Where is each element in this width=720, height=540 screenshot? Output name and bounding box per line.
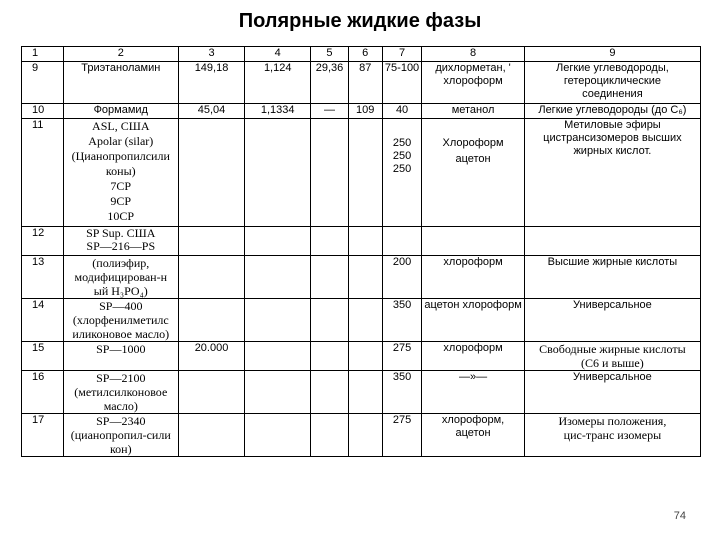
cell-line: дихлорметан, ' [435,62,511,74]
application-cell [524,371,700,414]
header-cell: 7 [382,47,422,62]
cell-line: (Цианопропилсили [71,149,170,163]
density-cell: 1,1334 [245,104,311,119]
cell-line: цис-транс изомеры [563,428,662,442]
header-cell: 4 [245,47,311,62]
max-temp-cell [382,119,422,227]
col5-cell: 29,36 [311,62,348,104]
page-title: Полярные жидкие фазы [238,10,482,32]
phase-name-cell [63,414,178,457]
row-number-cell: 10 [22,104,64,119]
cell-line: SP—2340 [96,414,146,428]
cell-line: Хлороформ [442,137,504,149]
row-number-cell: 13 [22,256,64,299]
phase-name-cell [63,371,178,414]
row-number-cell: 15 [22,342,64,371]
col6-cell [348,256,382,299]
density-cell [245,414,311,457]
table-row [22,119,701,227]
cell-line: 250 [392,150,412,162]
density-cell [245,119,311,227]
page-number: 74 [673,510,686,522]
cell-line: цистрансизомеров высших [543,132,682,144]
cell-line: иликоновое масло) [72,327,170,341]
col5-cell [311,227,348,256]
cell-text: РО [124,284,140,298]
solvent-cell [422,414,524,457]
density-cell [245,227,311,256]
table-row [22,227,701,256]
cell-line: 250 [392,137,412,149]
cell-text: ) [682,104,687,116]
max-temp-cell [382,371,422,414]
cell-line: SP—216—PS [86,239,156,253]
molar-mass-cell [178,119,244,227]
application-cell [524,342,700,371]
row-number-cell: 9 [22,62,64,104]
cell-line [66,284,176,298]
cell-line: (полиэфир, [92,256,150,270]
molar-mass-cell: 20.000 [178,342,244,371]
cell-line: коны) [105,164,136,178]
cell-line: Высшие жирные кислоты [547,256,678,268]
cell-line: жирных кислот. [573,145,652,157]
max-temp-cell [382,299,422,342]
cell-line: модифицирован-н [74,270,168,284]
cell-line: Apolar (silar) [88,134,154,148]
cell-line: кон) [109,442,132,456]
col5-cell [311,299,348,342]
cell-line: 200 [392,256,412,268]
solvent-cell [422,342,524,371]
solvent-cell [422,119,524,227]
phase-name-cell [63,104,178,119]
row-number-cell: 17 [22,414,64,457]
molar-mass-cell [178,227,244,256]
header-cell: 2 [63,47,178,62]
col6-cell: 109 [348,104,382,119]
cell-line: 40 [395,104,409,116]
molar-mass-cell [178,371,244,414]
cell-line: хлороформ [443,256,503,268]
cell-subscript: ₃ [119,284,125,298]
solvent-cell [422,299,524,342]
application-cell [524,256,700,299]
phase-name-cell [63,62,178,104]
max-temp-cell [382,104,422,119]
density-cell [245,371,311,414]
molar-mass-cell [178,256,244,299]
table-row [22,256,701,299]
molar-mass-cell: 45,04 [178,104,244,119]
cell-line: 9CP [110,194,132,208]
cell-line: масло) [103,399,138,413]
density-cell: 1,124 [245,62,311,104]
cell-line: Свободные жирные кислоты [539,342,686,356]
cell-line: Триэтаноламин [81,62,161,74]
cell-line: Изомеры положения, [558,414,667,428]
col5-cell [311,371,348,414]
cell-line: 10CP [107,209,135,223]
cell-line: (цианопропил-сили [70,428,171,442]
table-row [22,62,701,104]
col5-cell: — [311,104,348,119]
cell-line: хлороформ [443,342,503,354]
application-cell [524,119,700,227]
header-cell: 5 [311,47,348,62]
max-temp-cell [382,256,422,299]
phase-name-cell [63,227,178,256]
solvent-cell [422,227,524,256]
cell-line: ацетон хлороформ [424,299,522,311]
cell-line: Универсальное [573,371,652,383]
cell-line [385,119,420,137]
application-cell [524,104,700,119]
table-row [22,342,701,371]
cell-line: (метилсилконовое [74,385,168,399]
application-cell [524,227,700,256]
row-number-cell: 12 [22,227,64,256]
cell-line: 275 [392,342,412,354]
cell-line: ацетон [455,153,491,165]
col6-cell [348,299,382,342]
cell-line: метанол [451,104,495,116]
phase-name-cell [63,119,178,227]
molar-mass-cell: 149,18 [178,62,244,104]
cell-line: —»— [458,371,488,383]
cell-line: SP—400 [99,299,143,313]
cell-line: 350 [392,299,412,311]
density-cell [245,256,311,299]
cell-line: SP—2100 [96,371,146,385]
cell-line: ASL, США [92,119,150,133]
col5-cell [311,119,348,227]
cell-line: SP—1000 [96,342,146,356]
cell-line: Формамид [93,104,148,116]
application-cell [524,299,700,342]
cell-line: Легкие углеводороды, [556,62,669,74]
row-number-cell: 11 [22,119,64,227]
header-cell: 3 [178,47,244,62]
max-temp-cell [382,62,422,104]
table-row [22,414,701,457]
col6-cell: 87 [348,62,382,104]
header-cell: 6 [348,47,382,62]
solvent-cell [422,371,524,414]
phase-name-cell [63,256,178,299]
solvent-cell [422,104,524,119]
cell-line: 7CP [110,179,132,193]
application-cell [524,62,700,104]
molar-mass-cell [178,299,244,342]
col5-cell [311,414,348,457]
phase-name-cell [63,342,178,371]
density-cell [245,299,311,342]
table-header-row [22,47,701,62]
cell-line: 75-100 [384,62,420,74]
cell-line: гетероциклические [563,75,661,87]
cell-line: хлороформ, ацетон [441,414,505,439]
col6-cell [348,414,382,457]
table-row [22,104,701,119]
row-number-cell: 16 [22,371,64,414]
col6-cell [348,342,382,371]
cell-text: ) [143,284,148,298]
cell-line: 350 [392,371,412,383]
col5-cell [311,342,348,371]
header-cell: 9 [524,47,700,62]
solvent-cell [422,256,524,299]
molar-mass-cell [178,414,244,457]
cell-line: (С6 и выше) [581,356,644,370]
header-cell: 1 [22,47,64,62]
cell-line: соединения [582,88,643,100]
application-cell [524,414,700,457]
cell-line: 275 [392,414,412,426]
row-number-cell: 14 [22,299,64,342]
cell-subscript: ₆ [678,104,683,116]
polar-phases-table [21,46,701,457]
max-temp-cell [382,342,422,371]
table-row [22,299,701,342]
cell-text: Легкие углеводороды (до С [538,104,679,116]
max-temp-cell [382,227,422,256]
cell-line: Универсальное [573,299,652,311]
cell-subscript: ₄ [139,284,144,298]
cell-line: 250 [392,163,412,175]
col6-cell [348,371,382,414]
cell-line: хлороформ [443,75,503,87]
cell-line: Метиловые эфиры [564,119,661,131]
header-cell: 8 [422,47,524,62]
cell-text: ый Н [93,284,120,298]
solvent-cell [422,62,524,104]
phase-name-cell [63,299,178,342]
max-temp-cell [382,414,422,457]
col5-cell [311,256,348,299]
col6-cell [348,119,382,227]
cell-line: (хлорфенилметилс [72,313,169,327]
col6-cell [348,227,382,256]
cell-line: SP Sup. США [86,226,156,240]
table-row [22,371,701,414]
cell-line [424,119,521,135]
density-cell [245,342,311,371]
